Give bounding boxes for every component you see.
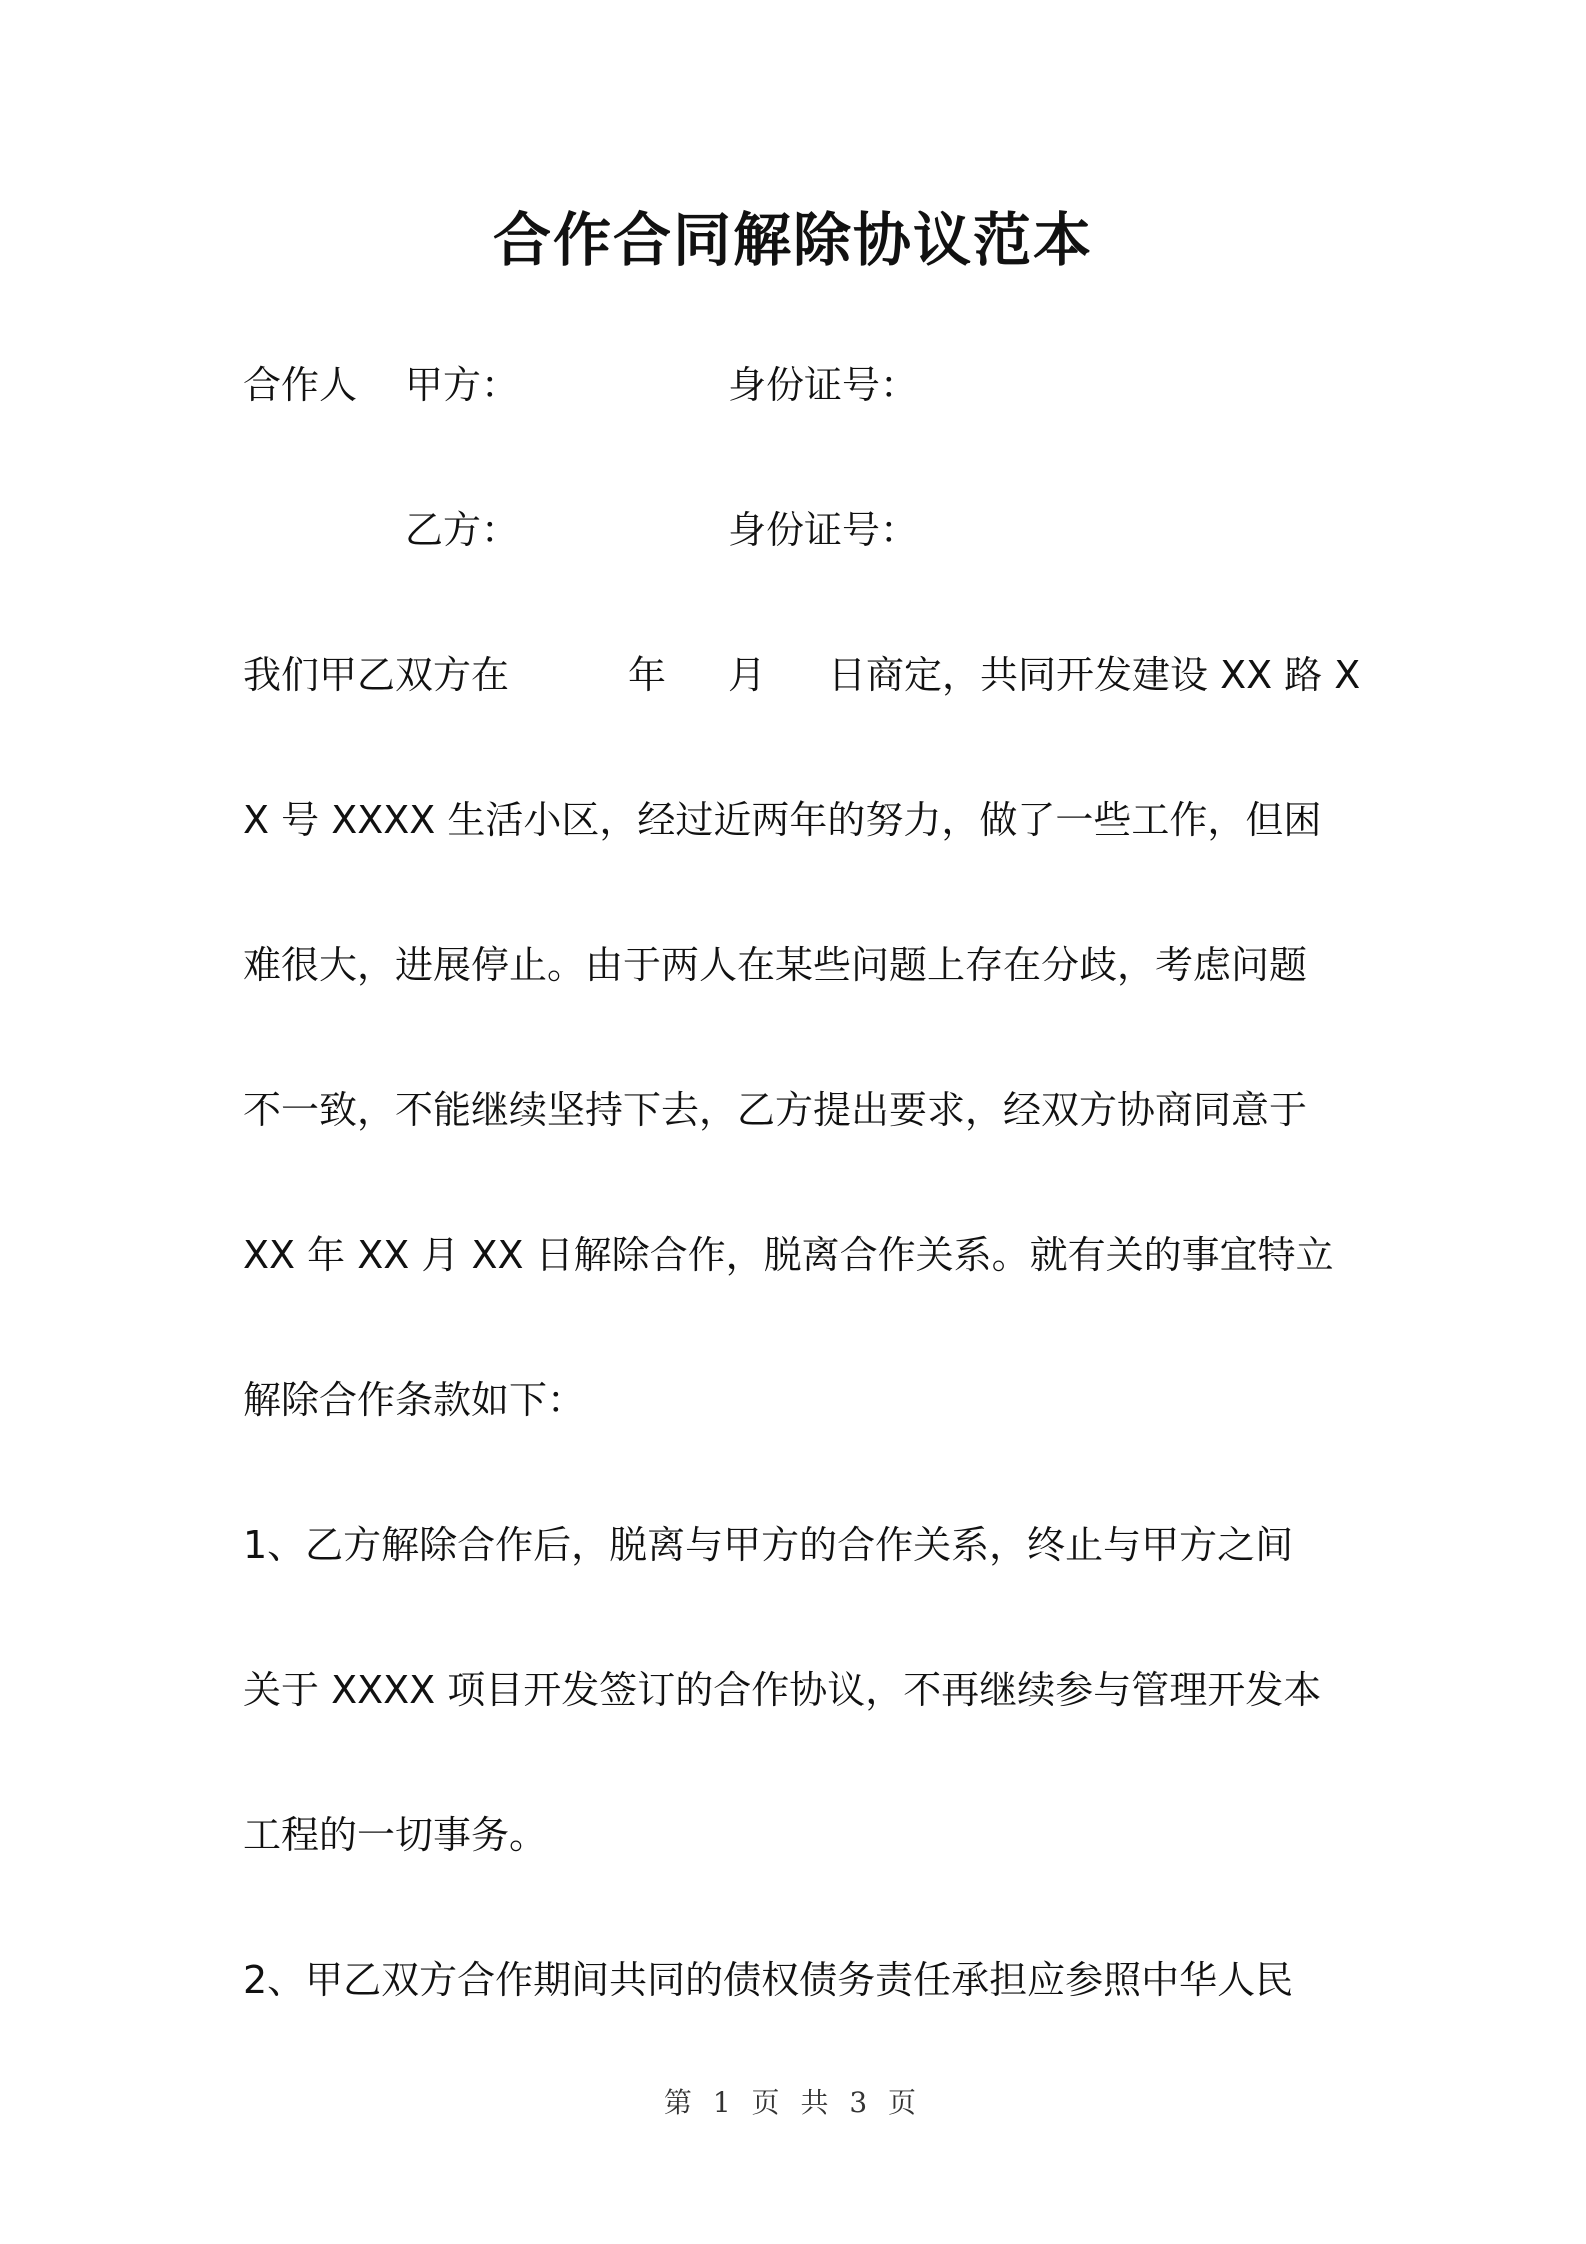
paragraph-line: X 号 XXXX 生活小区，经过近两年的努力，做了一些工作，但困 <box>243 798 1322 842</box>
party-b-id-label: 身份证号： <box>728 508 919 552</box>
clause-1-line: 1、乙方解除合作后，脱离与甲方的合作关系，终止与甲方之间 <box>243 1523 1294 1567</box>
intro-month: 月 <box>728 653 767 697</box>
party-a-id-label: 身份证号： <box>728 363 919 407</box>
paragraph-line: XX 年 XX 月 XX 日解除合作，脱离合作关系。就有关的事宜特立 <box>243 1233 1334 1277</box>
intro-prefix: 我们甲乙双方在 <box>243 653 510 697</box>
document-title: 合作合同解除协议范本 <box>492 206 1093 274</box>
clause-2-line: 2、甲乙双方合作期间共同的债权债务责任承担应参照中华人民 <box>243 1958 1294 2002</box>
partner-label: 合作人 <box>243 363 358 407</box>
page-number-footer: 第 1 页 共 3 页 <box>663 2086 923 2119</box>
clause-1-line: 工程的一切事务。 <box>243 1813 548 1857</box>
party-b-label: 乙方： <box>405 508 520 552</box>
intro-rest: 日商定，共同开发建设 XX 路 X <box>828 653 1361 697</box>
paragraph-line: 解除合作条款如下： <box>243 1378 586 1422</box>
paragraph-line: 难很大，进展停止。由于两人在某些问题上存在分歧，考虑问题 <box>243 943 1308 987</box>
party-a-label: 甲方： <box>405 363 520 407</box>
intro-year: 年 <box>628 653 667 697</box>
paragraph-line: 不一致，不能继续坚持下去，乙方提出要求，经双方协商同意于 <box>243 1088 1308 1132</box>
clause-1-line: 关于 XXXX 项目开发签订的合作协议，不再继续参与管理开发本 <box>243 1668 1322 1712</box>
